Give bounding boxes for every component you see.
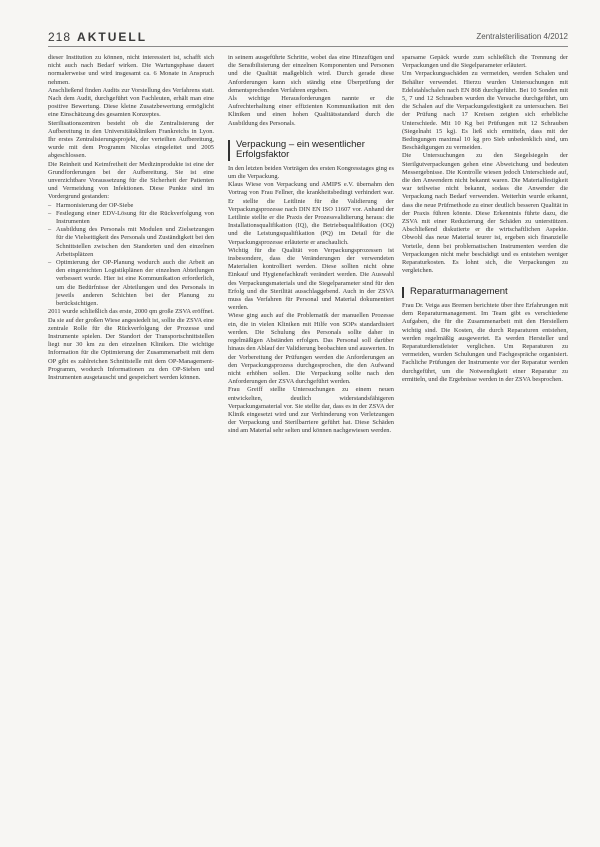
text-column-3 <box>402 54 568 384</box>
bullet-list <box>48 202 214 309</box>
page-header <box>48 30 568 47</box>
text-column-1 <box>48 54 214 382</box>
text-column-2 <box>228 54 394 436</box>
paragraph: Die Untersuchungen zu den Siegelsiegeln der Sterilgutverpackungen gehen eine Abweichung und bedeuten Messergebnisse. Die Kontrolle wiesen jedoch Unterschiede auf, die den Anwendern nicht bekannt waren. Die Materialfestigkeit war teilweise nicht bekannt, sodass die Anwender die Verpackung nach Bedarf verwenden. Weiterhin wurde erkannt, dass die neue Prüfmethode zu einer deutlich besseren Qualität in der Praxis führen könnte. Diese Erkenntnis führte dazu, die ZSVA mit einer Reduzierung der Schäden zu unterstützen. Abschließend diskutierte er die wirtschaftlichen Aspekte. Obwohl das neue Material teurer ist, ergeben sich finanzielle Vorteile, denn bei problematischen Instrumenten werden die Verpackungen nicht mehr beschädigt und es entstehen weniger Reparaturkosten. Es lohnt sich, die Verpackungen zu vergleichen. <box>402 152 568 275</box>
paragraph: dieser Institution zu können, nicht interessiert ist, schafft sich nicht auch nach Bedarf wirken. Die Wartungsphase dauert normalerweise und wird insgesamt ca. 6 Monate in Anspruch nehmen. <box>48 54 214 86</box>
paragraph: 2011 wurde schließlich das erste, 2000 qm große ZSVA eröffnet. Da sie auf der großen Wiese angesiedelt ist, sollte die ZSVA eine zentrale Rolle für die Rückverfolgung der Prozesse und Instrumente spielen. Der Standort der Transportschnittstellen liegt nur 30 km zu den einzelnen Kliniken. Die wichtige Information für die Optimierung der Zusammenarbeit mit dem OP gibt es zahlreichen Schnittstelle mit dem OP-Management-Programm, wodurch Informationen zu den OP-Sieben und Instrumenten ausgetauscht und gespeichert werden können. <box>48 308 214 381</box>
section-heading: Verpackung – ein wesentlicher Erfolgsfaktor <box>228 140 394 161</box>
paragraph: in seinem ausgeführte Schritte, wobei das eine Hinzufügen und die Sensibilisierung der einzelnen Komponenten und Personen und die Qualität maßgeblich wird. Durch gerade diese Anforderungen kann sich ständig eine Überprüfung der dementsprechenden Verfahren ergeben. <box>228 54 394 94</box>
section-heading: Reparaturmanagement <box>402 287 568 298</box>
paragraph: sparsame Gepäck wurde zum schließlich die Trennung der Verpackungen und die Siegelparameter erläutert. <box>402 54 568 70</box>
journal-name: Zentralsterilisation 4/2012 <box>476 32 568 41</box>
paragraph: Anschließend finden Audits zur Vorstellung des Verfahrens statt. Nach dem Audit, durchgeführt von Fachleuten, erhält man eine positive Bewertung. Diese kleine Zusatzbewertung ermöglicht eine Einschätzung des gesamten Konzeptes. <box>48 86 214 119</box>
paragraph: Frau Greiff stellte Untersuchungen zu einem neuen entwickelten, deutlich widerstandsfähigeren Verpackungsmaterial vor. Sie stellte dar, dass es in der ZSVA der Klinik eingesetzt wird und zur Verhinderung von Verletzungen der Verpackung und Sterilbarriere geführt hat. Diese Schäden sind am Material sehr selten und können nachgewiesen werden. <box>228 386 394 435</box>
bullet-item: – Harmonisierung der OP-Siebe <box>56 202 214 210</box>
paragraph: In den letzten beiden Vorträgen des ersten Kongresstages ging es um die Verpackung. <box>228 164 394 181</box>
paragraph: Wiese ging auch auf die Problematik der manuellen Prozesse ein, die in vielen Kliniken mit Hilfe von SOPs standardisiert werden. Die Schulung des Personals sollte daher in regelmäßigen Abständen erfolgen. Das Personal soll darüber hinaus den Ablauf der Validierung beobachten und auswerten. In der Vorbereitung der Prüfungen werden die Anforderungen an den Verpackungsprozess durchgesprochen, die den Aufwand nicht erhöhen sollen. Die Verpackung sollte nach den Anforderungen der ZSVA durchgeführt werden. <box>228 312 394 386</box>
section-label: AKTUELL <box>77 30 148 44</box>
bullet-item: – Festlegung einer EDV-Lösung für die Rückverfolgung von Instrumenten <box>56 210 214 226</box>
paragraph: Um Verpackungsschäden zu vermeiden, werden Schalen und Behälter verwendet. Hierzu wurden Untersuchungen mit Edelstahlschalen nach EN 868 durchgeführt. Bei 10 Sonden mit 5, 7 und 12 Schrauben wurden die Versuche durchgeführt, um die Schalen auf die Verpackungsfestigkeit zu untersuchen. Bei der Prüfung nach 17 Kreisen zeigten sich erhebliche Unterschiede. Mit 10 Kg bei Prüfungen mit 12 Schrauben (Siegelnaht 15 kg). Es ließ sich ermitteln, dass mit der Bedingungen maximal 10 kg pro Sieb unbedenklich sind, um Beschädigungen zu vermeiden. <box>402 70 568 152</box>
bullet-item: – Ausbildung des Personals mit Modulen und Zielsetzungen für die Vielseitigkeit des Personals und Zuständigkeit bei den Schnittstellen zwischen den Standorten und den einzelnen Arbeitsplätzen <box>56 226 214 259</box>
paragraph: Klaus Wiese von Verpackung und AMIPS e.V. übernahm den Vortrag von Frau Fellner, die krankheitsbedingt verhindert war. Er stellte die Leitlinie für die Validierung der Verpackungsprozesse nach DIN EN ISO 11607 vor. Anhand der Leitlinie stellte er die Praxis der Prozessvalidierung heraus: die Installationsqualifikation (IQ), die Betriebsqualifikation (OQ) und die Leistungsqualifikation (PQ) im Detail für die Verpackungsprozesse erläuterte er anschaulich. <box>228 181 394 246</box>
page-number-and-section <box>48 30 147 44</box>
page-number: 218 <box>48 30 72 44</box>
paragraph: Als wichtige Herausforderungen nannte er die Aufrechterhaltung einer effizienten Kommunikation mit den Kliniken und einen hohen Qualitätsstandard durch die Ausbildung des Personals. <box>228 95 394 127</box>
paragraph: Frau Dr. Veiga aus Bremen berichtete über ihre Erfahrungen mit dem Reparaturmanagement. Im Team gibt es verschiedene Aufgaben, die für die Zusammenarbeit mit den Herstellern wichtig sind. Die Kosten, die durch Reparaturen entstehen, werden regelmäßig ausgewertet. Es werden Hersteller und Reparaturdienstleister verglichen. Um Reparaturen zu vermeiden, wurden Schulungen und Fachgespräche organisiert. Fachliche Prüfungen der Instrumente vor der Reparatur werden durchgeführt, um die Notwendigkeit einer Reparatur zu ermitteln, und die Ergebnisse werden in der ZSVA besprochen. <box>402 301 568 383</box>
paragraph: Wichtig für die Qualität von Verpackungsprozessen ist insbesondere, dass die Veränderungen der verwendeten Materialien kontrolliert werden. Diese sollten nicht ohne Einkauf und Hygienefachkraft verändert werden. Die Auswahl des Verpackungsmaterials und die Siegelparameter sind für den Erfolg und die Sterilität ausschlaggebend. Auch in der ZSVA muss das Verfahren für Personal und Material dokumentiert werden. <box>228 246 394 312</box>
paragraph: Die Reinheit und Keimfreiheit der Medizinprodukte ist eine der Grundforderungen bei der Aufbereitung. Sie ist eine unverzichtbare Voraussetzung für die Sicherheit der Patienten und Vermeidung von Infektionen. Diese Punkte sind im Vordergrund gestanden: <box>48 160 214 201</box>
bullet-item: – Optimierung der OP-Planung wodurch auch die Arbeit an den eingereichten Logistikplänen der einzelnen Abteilungen verbessert wurde. Hier ist eine Kommunikation erforderlich, um die Bedürfnisse der Abteilungen und des Personals in jeweils anderen Schichten bei der Planung zu berücksichtigen. <box>56 259 214 308</box>
paragraph: Sterilisationszentren besteht ob die Zentralisierung der Aufbereitung in den Universitätskliniken Frankreichs in Lyon. Ihr erstes Zentralisierungsprojekt, der verteilten Aufbereitung, wurde mit dem Programm Nicolas eingeleitet und 2005 abgeschlossen. <box>48 119 214 160</box>
